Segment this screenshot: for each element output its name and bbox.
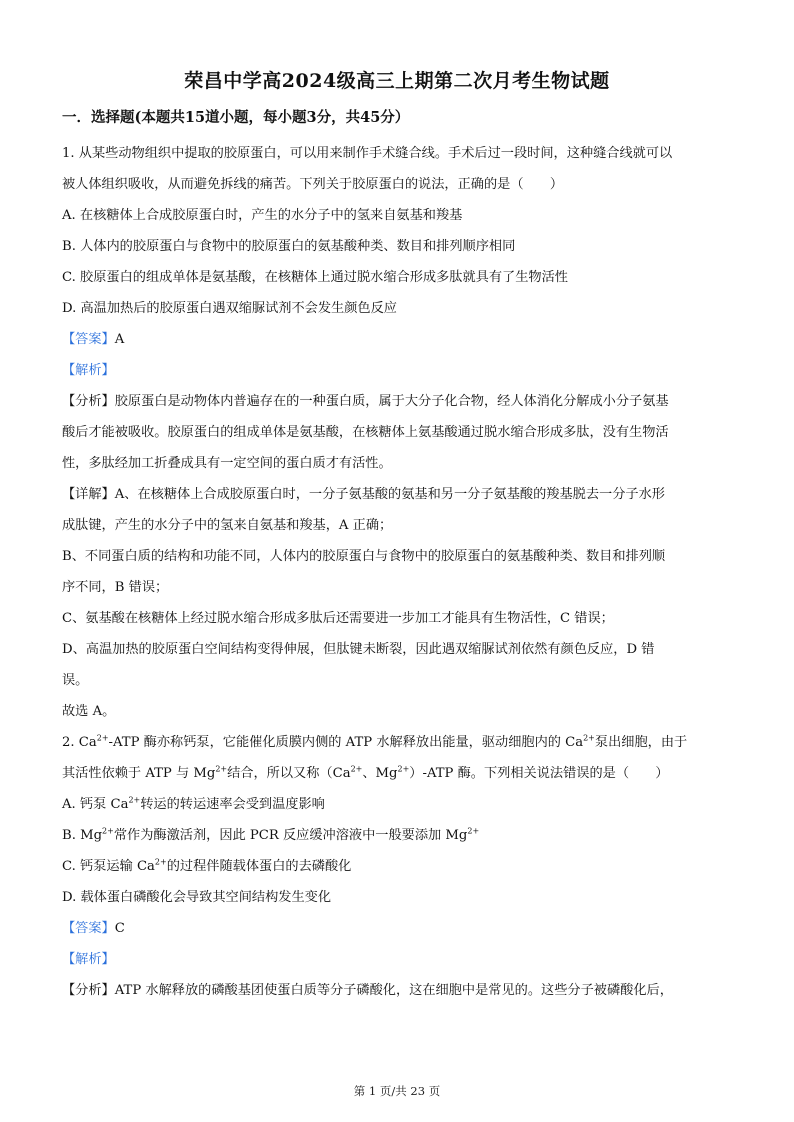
q2-stem-line-2: [62, 758, 728, 789]
q2-option-b-part-b: 常作为酶激活剂，因此 PCR 反应缓冲溶液中一般要添加 Mg: [113, 828, 468, 843]
q2-stem-2-sup-3: 2+: [397, 764, 410, 774]
q1-stem-line-2: 被人体组织吸收，从而避免拆线的痛苦。下列关于胶原蛋白的说法，正确的是（ ）: [62, 177, 564, 192]
q1-fenxi-text-1: 胶原蛋白是动物体内普遍存在的一种蛋白质，属于大分子化合物，经人体消化分解成小分子氨基: [114, 394, 669, 409]
q2-stem-2-sup-2: 2+: [350, 764, 363, 774]
page-footer: 第 1 页/共 23 页: [353, 1084, 441, 1098]
q1-xiangjie-line-4: 序不同，B 错误；: [62, 580, 169, 595]
q2-option-a: [62, 789, 728, 820]
q1-xiangjie-line-3: B、不同蛋白质的结构和功能不同，人体内的胶原蛋白与食物中的胶原蛋白的氨基酸种类、数目和排列顺: [62, 549, 666, 564]
q2-jiexi-tag: 【解析】: [62, 952, 115, 967]
q2-answer-tag: 【答案】: [62, 921, 115, 936]
q2-option-b-part-a: B. Mg: [62, 828, 103, 843]
q1-fenxi-tag: 【分析】: [62, 394, 115, 409]
q2-stem-2-part-a: 其活性依赖于 ATP 与 Mg: [62, 766, 216, 781]
q1-fenxi-line-2: 酸后才能被吸收。胶原蛋白的组成单体是氨基酸，在核糖体上氨基酸通过脱水缩合形成多肽，没有生物活: [62, 425, 669, 440]
q1-xiangjie-line-6: D、高温加热的胶原蛋白空间结构变得伸展，但肽键未断裂，因此遇双缩脲试剂依然有颜色反应，D 错: [62, 642, 655, 657]
q2-option-a-sup: 2+: [128, 795, 141, 805]
q2-option-c: [62, 851, 728, 882]
q2-stem-1-sup-1: 2+: [96, 733, 109, 743]
q2-answer-value: C: [114, 921, 125, 936]
q1-answer-tag: 【答案】: [62, 332, 115, 347]
q2-stem-2-part-d: ）-ATP 酶。下列相关说法错误的是（ ）: [409, 766, 669, 781]
q1-xiangjie-line-2: 成肽键，产生的水分子中的氢来自氨基和羧基，A 正确；: [62, 518, 393, 533]
section-heading: 一．选择题(本题共15道小题，每小题3分，共45分）: [62, 109, 410, 126]
q2-option-a-part-a: A. 钙泵 Ca: [62, 797, 129, 812]
q2-option-c-part-b: 的过程伴随载体蛋白的去磷酸化: [166, 859, 352, 874]
q2-stem-2-part-b: 结合，所以又称（Ca: [227, 766, 351, 781]
q2-option-b-sup-2: 2+: [467, 826, 480, 836]
q1-jiexi: [62, 355, 728, 386]
q1-answer-value: A: [114, 332, 125, 347]
q2-fenxi-text-1: ATP 水解释放的磷酸基团使蛋白质等分子磷酸化，这在细胞中是常见的。这些分子被磷酸化后，: [114, 983, 673, 998]
q2-option-b: [62, 820, 728, 851]
q1-conclusion: 故选 A。: [62, 704, 116, 719]
q2-fenxi-line-1: [62, 975, 728, 1006]
q1-option-c: C. 胶原蛋白的组成单体是氨基酸，在核糖体上通过脱水缩合形成多肽就具有了生物活性: [62, 270, 568, 285]
q2-stem-1-part-a: 2. Ca: [62, 735, 97, 750]
q1-option-b: B. 人体内的胶原蛋白与食物中的胶原蛋白的氨基酸种类、数目和排列顺序相同: [62, 239, 516, 254]
q2-stem-1-part-c: 泵出细胞，由于: [594, 735, 688, 750]
q2-answer: [62, 913, 728, 944]
q2-fenxi-tag: 【分析】: [62, 983, 115, 998]
q2-option-b-sup-1: 2+: [102, 826, 114, 836]
q2-stem-line-1: [62, 727, 728, 758]
q1-xiangjie-line-7: 误。: [62, 673, 89, 688]
q1-stem-line-1: 1. 从某些动物组织中提取的胶原蛋白，可以用来制作手术缝合线。手术后过一段时间，这种缝合线就可以: [62, 146, 673, 161]
exam-title: 荣昌中学高2024级高三上期第二次月考生物试题: [184, 70, 610, 92]
q2-jiexi: [62, 944, 728, 975]
q1-option-a: A. 在核糖体上合成胶原蛋白时，产生的水分子中的氢来自氨基和羧基: [62, 208, 463, 223]
q1-fenxi-line-1: [62, 386, 728, 417]
q2-stem-1-part-b: -ATP 酶亦称钙泵，它能催化质膜内侧的 ATP 水解释放出能量，驱动细胞内的 Ca: [108, 735, 584, 750]
q2-stem-2-sup-1: 2+: [215, 764, 228, 774]
q1-fenxi-line-3: 性，多肽经加工折叠成具有一定空间的蛋白质才有活性。: [62, 456, 392, 471]
q1-xiangjie-line-1: [62, 479, 728, 510]
q2-option-c-part-a: C. 钙泵运输 Ca: [62, 859, 155, 874]
q1-xiangjie-line-5: C、氨基酸在核糖体上经过脱水缩合形成多肽后还需要进一步加工才能具有生物活性，C 错误；: [62, 611, 614, 626]
q1-option-d: D. 高温加热后的胶原蛋白遇双缩脲试剂不会发生颜色反应: [62, 301, 397, 316]
q1-answer: [62, 324, 728, 355]
question-body: [62, 138, 728, 1006]
q2-option-d: D. 载体蛋白磷酸化会导致其空间结构发生变化: [62, 890, 332, 905]
q2-option-a-part-b: 转运的转运速率会受到温度影响: [140, 797, 325, 812]
q1-xiangjie-tag: 【详解】: [62, 487, 115, 502]
q2-option-c-sup: 2+: [154, 857, 167, 867]
q1-jiexi-tag: 【解析】: [62, 363, 115, 378]
q2-stem-1-sup-2: 2+: [583, 733, 595, 743]
q1-xiangjie-text-1: A、在核糖体上合成胶原蛋白时，一分子氨基酸的氨基和另一分子氨基酸的羧基脱去一分子水形: [114, 487, 665, 502]
q2-stem-2-part-c: 、Mg: [362, 766, 398, 781]
